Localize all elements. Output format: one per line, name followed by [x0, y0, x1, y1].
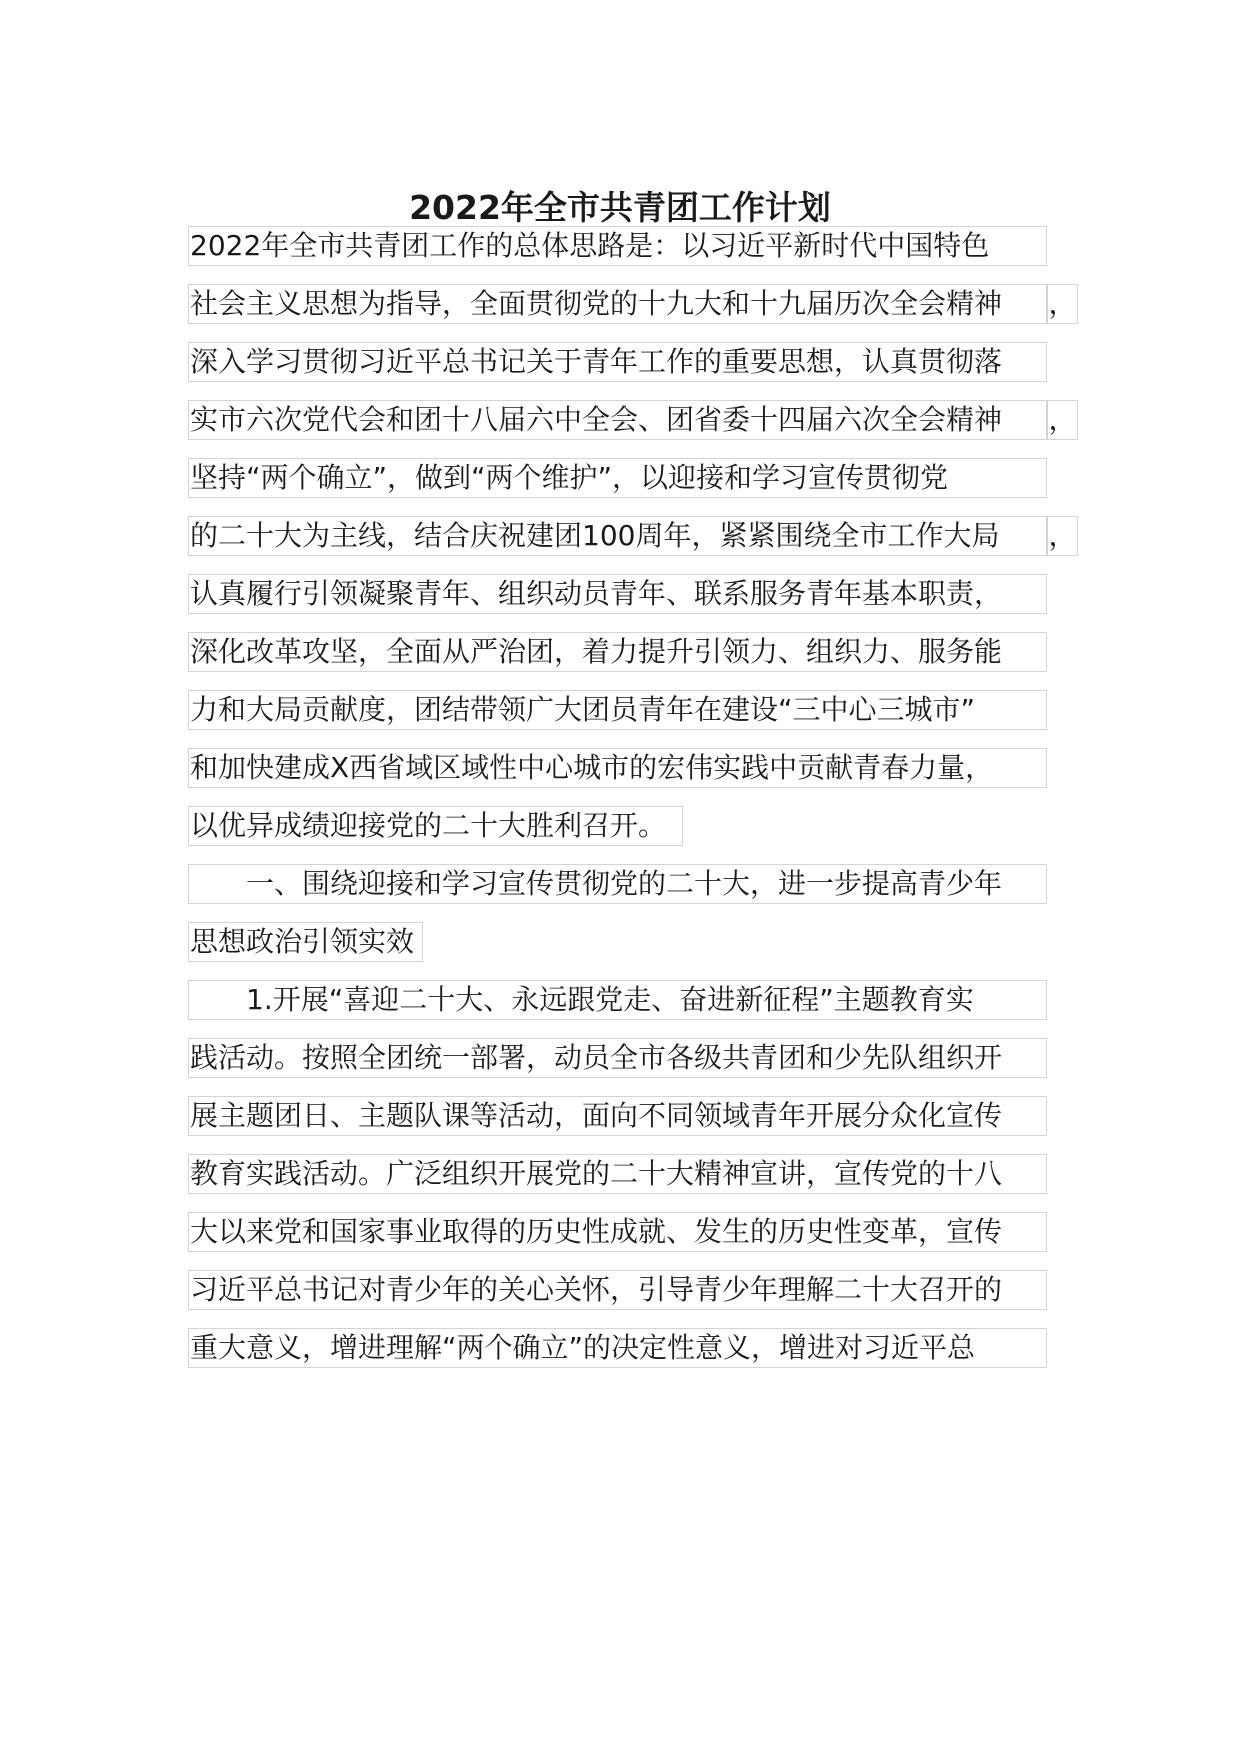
heading-line: 思想政治引领实效 — [188, 922, 423, 962]
paragraph-line: 1.开展“喜迎二十大、永远跟党走、奋进新征程”主题教育实 — [188, 980, 1047, 1020]
paragraph-line: 实市六次党代会和团十八届六中全会、团省委十四届六次全会精神 — [188, 400, 1047, 440]
paragraph-line: 力和大局贡献度，团结带领广大团员青年在建设“三中心三城市” — [188, 690, 1047, 730]
paragraph-line: 深化改革攻坚，全面从严治团，着力提升引领力、组织力、服务能 — [188, 632, 1047, 672]
paragraph-line: 重大意义，增进理解“两个确立”的决定性意义，增进对习近平总 — [188, 1328, 1047, 1368]
paragraph-line: 的二十大为主线，结合庆祝建团100周年，紧紧围绕全市工作大局 — [188, 516, 1047, 556]
paragraph-line: 大以来党和国家事业取得的历史性成就、发生的历史性变革，宣传 — [188, 1212, 1047, 1252]
paragraph-line: 2022年全市共青团工作的总体思路是：以习近平新时代中国特色 — [188, 226, 1047, 266]
document-title: 2022年全市共青团工作计划 — [409, 188, 831, 227]
paragraph-line: 习近平总书记对青少年的关心关怀，引导青少年理解二十大召开的 — [188, 1270, 1047, 1310]
paragraph-line: 展主题团日、主题队课等活动，面向不同领域青年开展分众化宣传 — [188, 1096, 1047, 1136]
trailing-punctuation: ， — [1047, 284, 1078, 324]
trailing-punctuation: ， — [1047, 516, 1078, 556]
paragraph-line: 坚持“两个确立”，做到“两个维护”，以迎接和学习宣传贯彻党 — [188, 458, 1047, 498]
paragraph-line: 社会主义思想为指导，全面贯彻党的十九大和十九届历次全会精神 — [188, 284, 1047, 324]
paragraph-line: 践活动。按照全团统一部署，动员全市各级共青团和少先队组织开 — [188, 1038, 1047, 1078]
paragraph-line: 深入学习贯彻习近平总书记关于青年工作的重要思想，认真贯彻落 — [188, 342, 1047, 382]
trailing-punctuation: ， — [1047, 400, 1078, 440]
paragraph-line: 和加快建成X西省域区域性中心城市的宏伟实践中贡献青春力量， — [188, 748, 1047, 788]
paragraph-line: 教育实践活动。广泛组织开展党的二十大精神宣讲，宣传党的十八 — [188, 1154, 1047, 1194]
paragraph-line: 认真履行引领凝聚青年、组织动员青年、联系服务青年基本职责， — [188, 574, 1047, 614]
heading-line: 一、围绕迎接和学习宣传贯彻党的二十大，进一步提高青少年 — [188, 864, 1047, 904]
paragraph-line: 以优异成绩迎接党的二十大胜利召开。 — [188, 806, 683, 846]
